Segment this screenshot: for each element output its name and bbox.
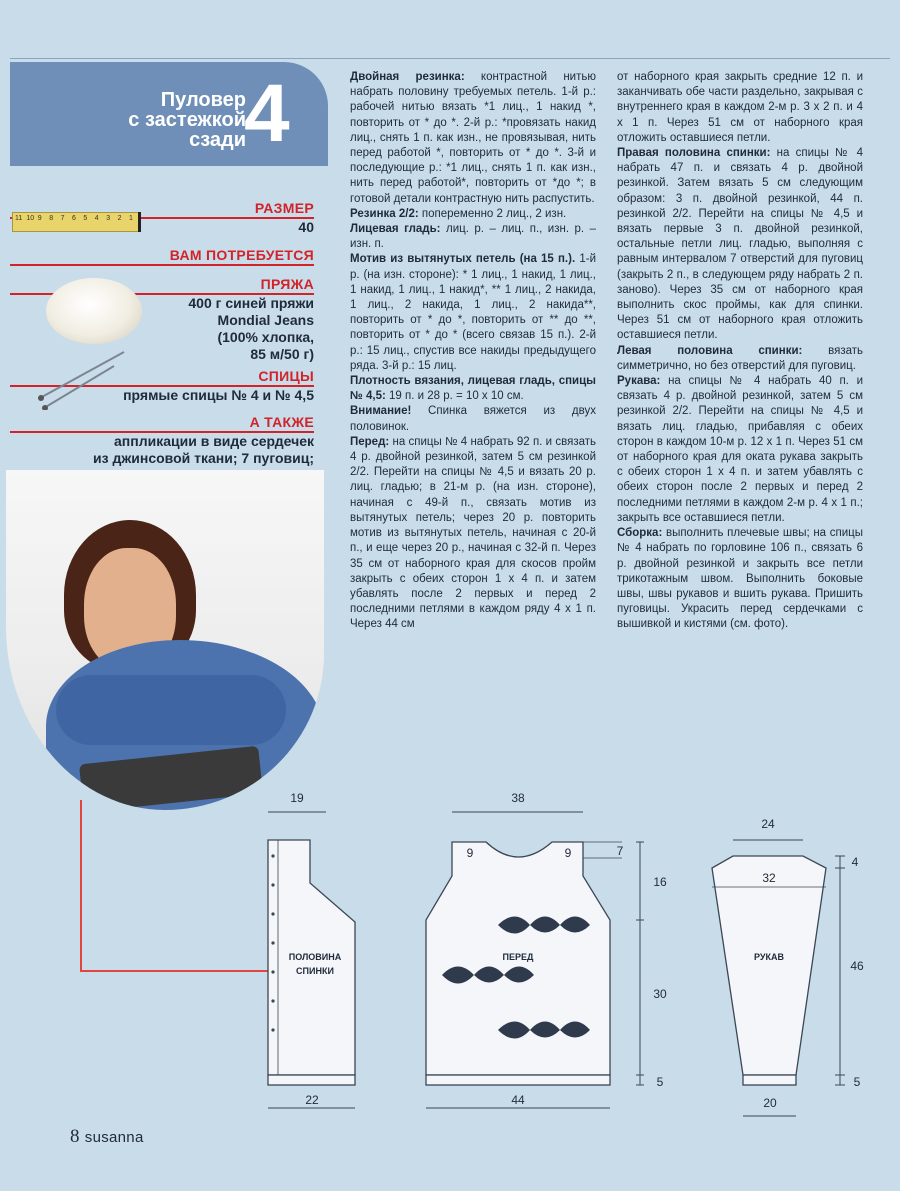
label-gauge: Плотность вязания, лицевая гладь, спицы № 4,5:: [350, 375, 596, 403]
label-rib22: Резинка 2/2:: [350, 207, 419, 220]
ruler-tick-label: 5: [83, 215, 88, 222]
sleeve-length: 46: [850, 959, 864, 973]
page-footer: [70, 1126, 144, 1148]
yarn-text: 400 г синей пряжи Mondial Jeans (100% хлопка, 85 м/50 г): [188, 295, 314, 362]
page-number: 8: [70, 1126, 80, 1147]
needles-heading: СПИЦЫ: [10, 368, 314, 387]
label-attention: Внимание!: [350, 405, 412, 418]
sleeve-cap-height: 4: [851, 855, 859, 869]
back-top-measure: 19: [290, 791, 304, 805]
need-heading: ВАМ ПОТРЕБУЕТСЯ: [10, 247, 314, 266]
also-text: аппликации в виде сердечек из джинсовой ткани; 7 пуговиц;: [93, 433, 314, 466]
sleeve-bottom-measure: 20: [763, 1096, 777, 1110]
text-sleeves: на спицы № 4 набрать 40 п. и связать 4 р. двойной резинкой, затем 5 см резинкой 2/2. Перейти на спицы № 4,5 и вязать лиц. гладью, прибавляя с обеих сторон в каждом 10-м р. 12 х 1 п. Через 51 см от наборного края для оката рукава закрыть с обеих сторон 1 х 4 п. и затем убавлять с обеих сторон после 2 первых и перед 2 последними петлями в каждом 2-м р. 4 х 1 п.; закрыть все оставшиеся петли.: [617, 375, 863, 524]
text-rib22: попеременно 2 лиц., 2 изн.: [418, 207, 567, 220]
front-right-shoulder: 9: [564, 846, 572, 860]
yarn-heading: ПРЯЖА: [10, 276, 314, 295]
label-assembly: Сборка:: [617, 527, 663, 540]
front-bottom-measure: 44: [511, 1093, 525, 1107]
ruler-tick-label: 1: [129, 215, 133, 222]
sleeve-piece: [712, 840, 845, 1116]
needles-text: прямые спицы № 4 и № 4,5: [123, 387, 314, 403]
label-sleeves: Рукава:: [617, 375, 661, 388]
pattern-title: Пуловер с застежкой сзади: [128, 89, 246, 151]
ruler-tick-label: 9: [37, 215, 42, 222]
text-right-back: на спицы № 4 набрать 47 п. и связать 4 р. двойной резинкой. Затем вязать 5 см следующим образом: 3 п. двойной резинкой, 44 п. резинкой 2/2. Перейти на спицы № 4,5 и вязать первые 3 п. двойной резинкой, остальные петли лиц. гладью, выполняя с равным интервалом 7 отверстий для пуговиц (закрыть 2 п., в следующем ряду набрать 2 п. заново). Через 35 см от наборного края выполнить скос проймы, как для спинки. Через 51 см от наборного края отложить оставшиеся петли.: [617, 147, 863, 342]
label-double-rib: Двойная резинка:: [350, 71, 465, 83]
label-stockinette: Лицевая гладь:: [350, 223, 441, 236]
label-right-back: Правая половина спинки:: [617, 147, 771, 160]
front-height-2: 30: [653, 987, 667, 1001]
text-assembly: выполнить плечевые швы; на спицы № 4 набрать по горловине 106 п., связать 6 р. двойной резинкой и закрыть все петли трикотажным швом. Выполнить боковые швы, швы рукавов и вшить рукава. Пришить пуговицы. Украсить перед сердечками с вышивкой и кистями (см. фото).: [617, 527, 863, 631]
text-motif: 1-й р. (на изн. стороне): * 1 лиц., 1 накид, 1 лиц., 1 накид, 1 лиц., 1 накид*, ** 1 лиц., 2 накида, 1 лиц., 2 накида, 1 лиц., 2 накида**, повторить от * до *, повторить от ** до **, повторить от * до * (всего связав 15 п.). 2-й р.: 15 лиц., спустив все накиды предыдущего ряда. 3-й р.: 15 лиц.: [350, 253, 596, 372]
sleeve-top-measure: 24: [761, 817, 775, 831]
also-heading: А ТАКЖЕ: [10, 414, 314, 433]
ruler-tick-label: 6: [72, 215, 76, 222]
label-front: Перед:: [350, 435, 390, 448]
front-left-shoulder: 9: [466, 846, 474, 860]
sleeve-width-measure: 32: [762, 871, 776, 885]
label-motif: Мотив из вытянутых петель (на 15 п.).: [350, 253, 576, 266]
front-top-measure: 38: [511, 791, 525, 805]
ruler-tick-label: 10: [26, 215, 35, 222]
back-label-2: СПИНКИ: [296, 966, 334, 976]
front-label: ПЕРЕД: [502, 952, 534, 962]
text-attention: Спинка вяжется из двух половинок.: [350, 405, 596, 433]
ruler-tick-label: 7: [60, 215, 65, 222]
ruler-tick-label: 11: [15, 215, 23, 222]
front-neck-depth: 7: [616, 844, 624, 858]
magazine-name: susanna: [84, 1129, 144, 1146]
size-value: 40: [298, 219, 314, 235]
pattern-number: 4: [244, 68, 290, 159]
text-stockinette: лиц. р. – лиц. п., изн. р. – изн. п.: [350, 223, 596, 251]
ruler-tick-label: 2: [117, 215, 122, 222]
label-left-back: Левая половина спинки:: [617, 344, 803, 357]
back-bottom-measure: 22: [305, 1093, 319, 1107]
front-piece: [426, 812, 644, 1108]
text-front: на спицы № 4 набрать 92 п. и связать 4 р. двойной резинкой, затем 5 см резинкой 2/2. Перейти на спицы № 4,5 и вязать 20 р. лиц. гладью; в 21-м р. (на изн. стороне), начиная с 49-й п., связать мотив из вытянутых петель; через 20 р. повторить мотив из вытянутых петель, начиная с 20-й п., и еще через 20 р., начиная с 32-й п. Через 35 см от наборного края для скосов пройм закрыть с обеих сторон 1 х 4 п. и затем убавлять после 2 первых и перед 2 последними петлями в каждом ряду 4 х 1 п. Через 44 см: [350, 435, 596, 631]
text-left-back: вязать симметрично, но без отверстий для пуговиц.: [617, 344, 863, 372]
ruler-tick-label: 4: [94, 215, 99, 222]
ruler-tick-label: 8: [49, 215, 54, 222]
text-gauge: 19 п. и 28 р. = 10 х 10 см.: [385, 390, 524, 403]
sleeve-label: РУКАВ: [754, 952, 784, 962]
sleeve-cuff-height: 5: [853, 1075, 861, 1089]
text-front-cont: от наборного края закрыть средние 12 п. и заканчивать обе части раздельно, закрывая с внутреннего края в каждом 2-м р. 3 х 2 п. и 4 х 1 п. Через 51 см от наборного края отложить оставшиеся петли.: [617, 71, 863, 144]
size-heading: РАЗМЕР: [10, 200, 314, 219]
back-label-1: ПОЛОВИНА: [288, 952, 342, 962]
front-height-3: 5: [656, 1075, 664, 1089]
text-double-rib: контрастной нитью набрать половину требуемых петель. 1-й р.: рабочей нитью вязать *1 лиц., 1 накид *, повторить от * до *. 2-й р.: *провязать накид лиц., снять 1 п. как изн., не провязывая, нить перед работой *, повторить от * до *. 3-й и последующие р.: *1 лиц., снять 1 п. как изн., нить перед работой*, повторить от *до *; в готовой детали контрастную нить распустить.: [350, 71, 596, 205]
front-height-1: 16: [653, 875, 667, 889]
ruler-tick-label: 3: [106, 215, 111, 222]
